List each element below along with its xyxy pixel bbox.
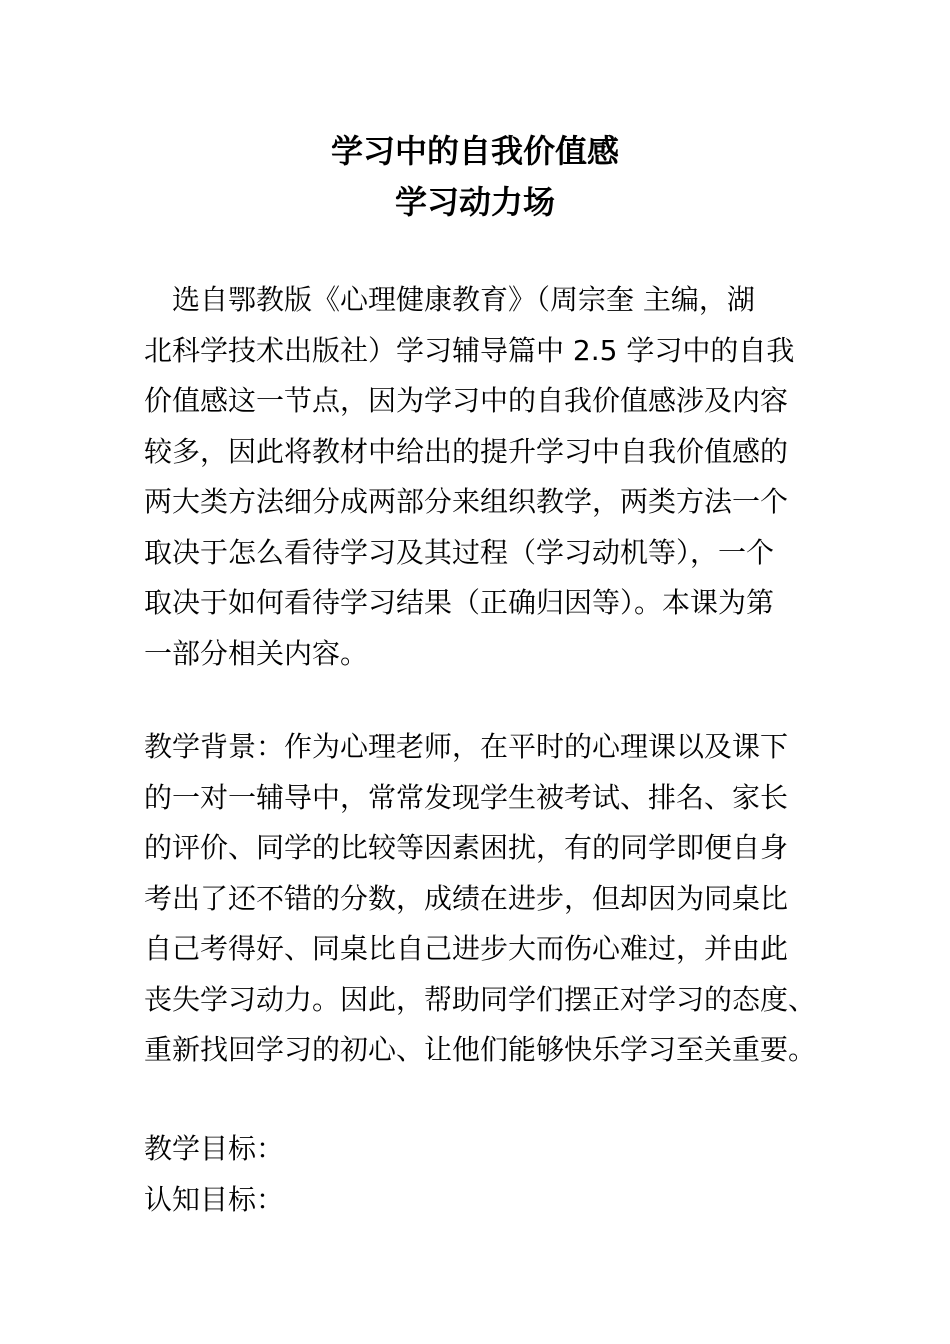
intro-line: 选自鄂教版《心理健康教育》（周宗奎 主编，湖	[172, 283, 755, 316]
intro-line: 一部分相关内容。	[144, 636, 369, 670]
teaching-goals-heading: 教学目标：	[144, 1132, 285, 1165]
background-line: 重新找回学习的初心、让他们能够快乐学习至关重要。	[144, 1033, 817, 1066]
background-line: 的一对一辅导中，常常发现学生被考试、排名、家长	[144, 780, 789, 814]
intro-line: 较多，因此将教材中给出的提升学习中自我价值感的	[144, 434, 789, 468]
intro-line: 两大类方法细分成两部分来组织教学，两类方法一个	[144, 485, 789, 518]
intro-paragraph	[144, 275, 824, 679]
cognitive-goals-heading: 认知目标：	[144, 1182, 285, 1216]
document-title: 学习中的自我价值感	[330, 132, 619, 170]
teaching-background-paragraph	[144, 722, 824, 1076]
document-subtitle: 学习动力场	[394, 183, 555, 221]
teaching-goals-section	[144, 1124, 824, 1225]
background-line: 的评价、同学的比较等因素困扰，有的同学即便自身	[144, 831, 789, 864]
intro-line: 价值感这一节点，因为学习中的自我价值感涉及内容	[144, 384, 789, 417]
intro-line: 取决于怎么看待学习及其过程（学习动机等），一个	[144, 535, 775, 569]
background-line: 丧失学习动力。因此，帮助同学们摆正对学习的态度、	[144, 982, 817, 1016]
background-line: 考出了还不错的分数，成绩在进步，但却因为同桌比	[144, 881, 789, 915]
background-line: 自己考得好、同桌比自己进步大而伤心难过，并由此	[144, 932, 789, 965]
background-line: 教学背景：作为心理老师，在平时的心理课以及课下	[144, 730, 789, 763]
intro-line: 取决于如何看待学习结果（正确归因等）。本课为第	[144, 586, 775, 619]
intro-line: 北科学技术出版社）学习辅导篇中 2.5 学习中的自我	[144, 333, 795, 367]
